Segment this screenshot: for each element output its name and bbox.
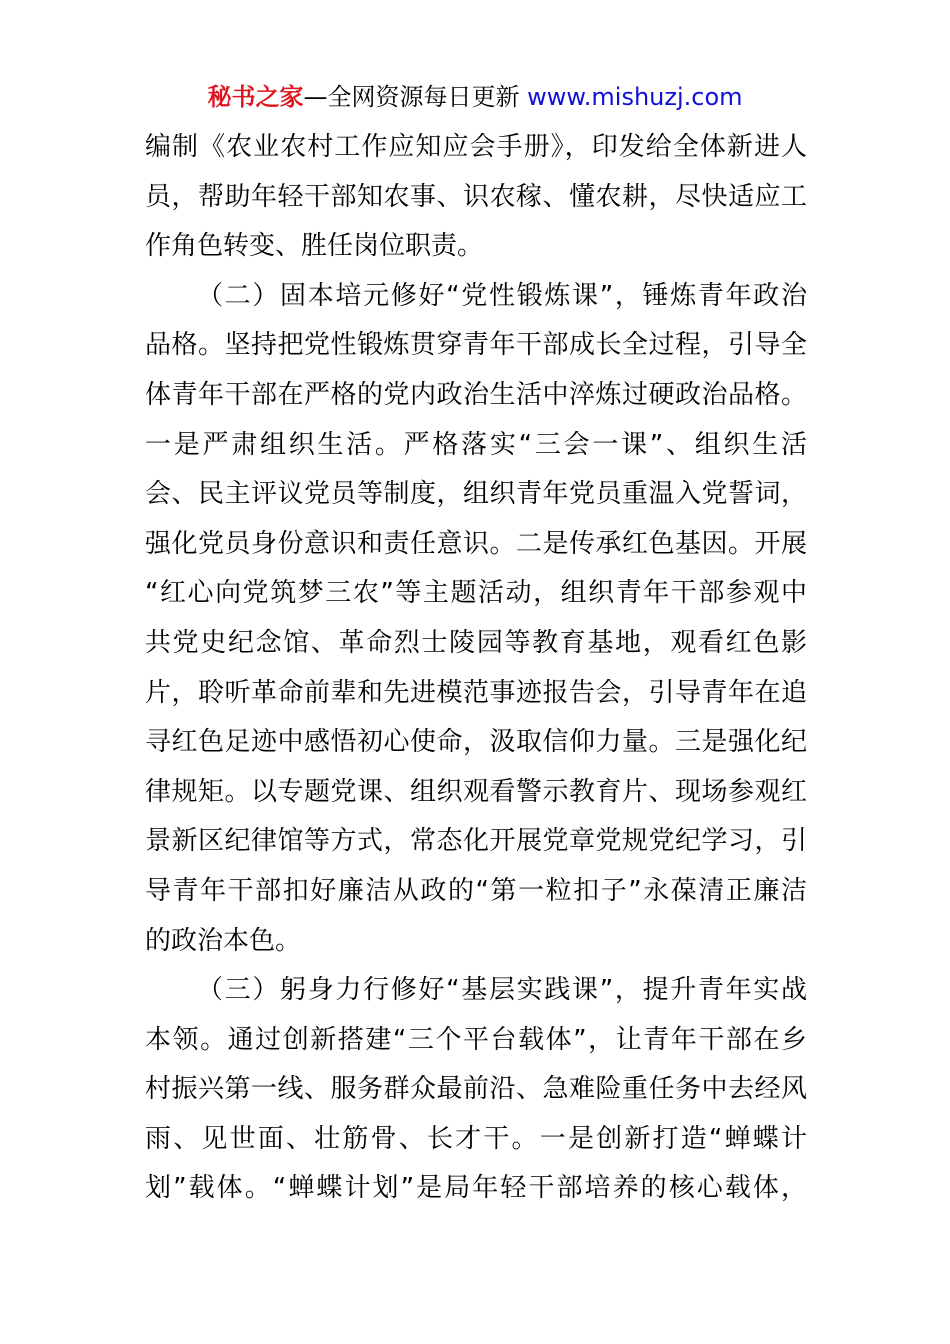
- header-tagline: —全网资源每日更新: [303, 83, 520, 111]
- text-line: 景新区纪律馆等方式，常态化开展党章党规党纪学习，引: [145, 826, 807, 857]
- text-line: 划”载体。“蝉蝶计划”是局年轻干部培养的核心载体，: [145, 1173, 807, 1204]
- text-line: 体青年干部在严格的党内政治生活中淬炼过硬政治品格。: [145, 379, 807, 410]
- text-line: 律规矩。以专题党课、组织观看警示教育片、现场参观红: [145, 776, 807, 807]
- text-line: 寻红色足迹中感悟初心使命，汲取信仰力量。三是强化纪: [145, 727, 807, 758]
- text-line: 员，帮助年轻干部知农事、识农稼、懂农耕，尽快适应工: [145, 181, 807, 212]
- text-line: 作角色转变、胜任岗位职责。: [145, 231, 484, 262]
- text-line: 共党史纪念馆、革命烈士陵园等教育基地，观看红色影: [145, 627, 807, 658]
- text-line: 导青年干部扣好廉洁从政的“第一粒扣子”永葆清正廉洁: [145, 875, 807, 906]
- document-body: [145, 123, 807, 1214]
- text-line: 会、民主评议党员等制度，组织青年党员重温入党誓词，: [145, 479, 807, 510]
- text-line: （二）固本培元修好“党性锻炼课”，锤炼青年政治: [197, 280, 807, 311]
- text-line: 强化党员身份意识和责任意识。二是传承红色基因。开展: [145, 528, 807, 559]
- text-line: 编制《农业农村工作应知应会手册》，印发给全体新进人: [145, 132, 807, 162]
- text-line: 的政治本色。: [145, 925, 302, 956]
- text-line: “红心向党筑梦三农”等主题活动，组织青年干部参观中: [145, 578, 807, 609]
- text-line: 一是严肃组织生活。严格落实“三会一课”、组织生活: [145, 429, 807, 460]
- text-line: 片，聆听革命前辈和先进模范事迹报告会，引导青年在追: [145, 677, 807, 708]
- text-line: 雨、见世面、壮筋骨、长才干。一是创新打造“蝉蝶计: [145, 1123, 807, 1154]
- text-line: 村振兴第一线、服务群众最前沿、急难险重任务中去经风: [145, 1074, 807, 1105]
- text-line: （三）躬身力行修好“基层实践课”，提升青年实战: [197, 975, 807, 1006]
- text-line: 本领。通过创新搭建“三个平台载体”，让青年干部在乡: [145, 1024, 807, 1055]
- page-header: [0, 80, 950, 114]
- text-line: 品格。坚持把党性锻炼贯穿青年干部成长全过程，引导全: [145, 330, 807, 361]
- header-url[interactable]: www.mishuzj.com: [527, 83, 743, 111]
- header-brand: 秘书之家: [207, 83, 304, 111]
